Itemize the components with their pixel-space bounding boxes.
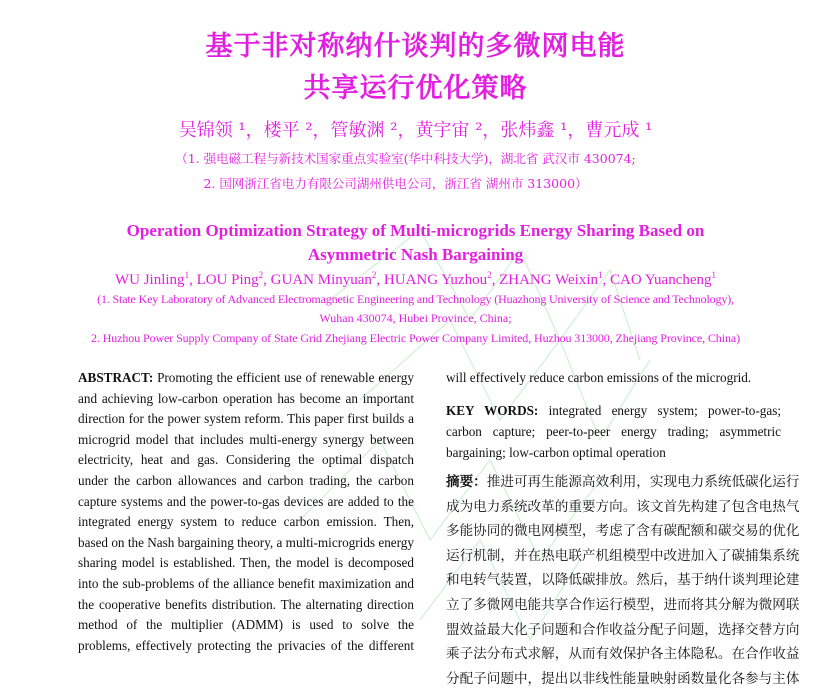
text-line: 成为电力系统改革的重要方向。该文首先构建了包含电热气 xyxy=(446,498,800,515)
english-affiliation-2: 2. Huzhou Power Supply Company of State Grid Zhejiang Electric Power Company Limited, Huzhou 313000, Zhejiang Province, China) xyxy=(91,331,740,345)
english-authors: WU Jinling$^1$, LOU Ping$^2$, GUAN Minyuan$^2$, HUANG Yuzhou$^2$, ZHANG Weixin$^1$, CAO Yuancheng$^1$ xyxy=(114,270,717,288)
text-line: 分配子问题中，提出以非线性能量映射函数量化各参与主体 xyxy=(446,670,800,687)
text-line: integrated energy system to reduce carbon emission. Then, xyxy=(78,514,414,530)
text-line: 盟效益最大化子问题和合作收益分配子问题，选择交替方向 xyxy=(446,621,800,638)
chinese-affiliation-2: 2. 国网浙江省电力有限公司湖州供电公司，浙江省 湖州市 313000） xyxy=(203,176,588,191)
text-line: sharing model is established. Then, the model is decomposed xyxy=(78,555,414,571)
chinese-abstract xyxy=(446,470,800,691)
text-line: the cooperative benefits distribution. The alternating direction xyxy=(78,596,414,612)
chinese-authors: 吴锦领 ¹，楼平 ²，管敏渊 ²，黄宇宙 ²，张炜鑫 ¹，曹元成 ¹ xyxy=(178,120,653,141)
text-line: carbon capture; peer-to-peer energy trading; asymmetric xyxy=(446,424,781,439)
text-line: will effectively reduce carbon emissions of the microgrid. xyxy=(446,370,752,385)
chinese-affiliation-1: （1. 强电磁工程与新技术国家重点实验室(华中科技大学)，湖北省 武汉市 430074; xyxy=(175,151,636,166)
english-title-line-1: Operation Optimization Strategy of Multi-microgrids Energy Sharing Based on xyxy=(126,221,705,240)
chinese-title-line-2: 共享运行优化策略 xyxy=(303,73,528,104)
english-affiliation-1: (1. State Key Laboratory of Advanced Electromagnetic Engineering and Technology (Huazhong University of Science and Technology), xyxy=(97,292,734,306)
text-line: ABSTRACT: Promoting the efficient use of renewable energy xyxy=(78,370,414,385)
key-words xyxy=(446,400,781,463)
text-line: and achieving low-carbon operation has become an important xyxy=(78,390,414,406)
english-abstract xyxy=(78,368,414,656)
text-line: bargaining; low-carbon optimal operation xyxy=(446,445,666,460)
text-line: 和电转气装置，以降低碳排放。然后，基于纳什谈判理论建 xyxy=(446,572,800,589)
english-title-line-2: Asymmetric Nash Bargaining xyxy=(307,245,524,264)
text-line: method of the multiplier (ADMM) is used to solve the xyxy=(78,617,414,633)
text-line: capture systems and the power-to-gas devices are added to the xyxy=(78,493,414,509)
text-line: 乘子法分布式求解，从而有效保护各主体隐私。在合作收益 xyxy=(446,646,800,663)
text-line: 立了多微网电能共享合作运行模型，进而将其分解为微网联 xyxy=(446,596,800,613)
text-line: direction for the power system reform. This paper first builds a xyxy=(78,411,414,427)
text-line: 运行机制，并在热电联产机组模型中改进加入了碳捕集系统 xyxy=(446,547,800,564)
chinese-title-line-1: 基于非对称纳什谈判的多微网电能 xyxy=(205,31,626,62)
english-affiliation-1-cont: Wuhan 430074, Hubei Province, China; xyxy=(319,311,512,325)
text-line: 多能协同的微电网模型，考虑了含有碳配额和碳交易的优化 xyxy=(446,523,800,540)
text-line: problems, effectively protecting the privacies of the different xyxy=(78,637,414,653)
english-abstract-continuation xyxy=(446,368,781,389)
text-line: electricity, heat and gas. Considering the optimal dispatch xyxy=(78,452,414,468)
text-line: based on the Nash bargaining theory, a multi-microgrids energy xyxy=(78,534,414,550)
text-line: microgrid model that includes multi-energy synergy between xyxy=(78,431,414,447)
text-line: into the sub-problems of the alliance benefit maximization and xyxy=(78,575,414,591)
text-line: under the carbon allowances and carbon trading, the carbon xyxy=(78,472,414,488)
text-line: 摘要：推进可再生能源高效利用，实现电力系统低碳化运行 xyxy=(446,474,800,490)
text-line: KEY WORDS: integrated energy system; power-to-gas; xyxy=(446,403,781,418)
